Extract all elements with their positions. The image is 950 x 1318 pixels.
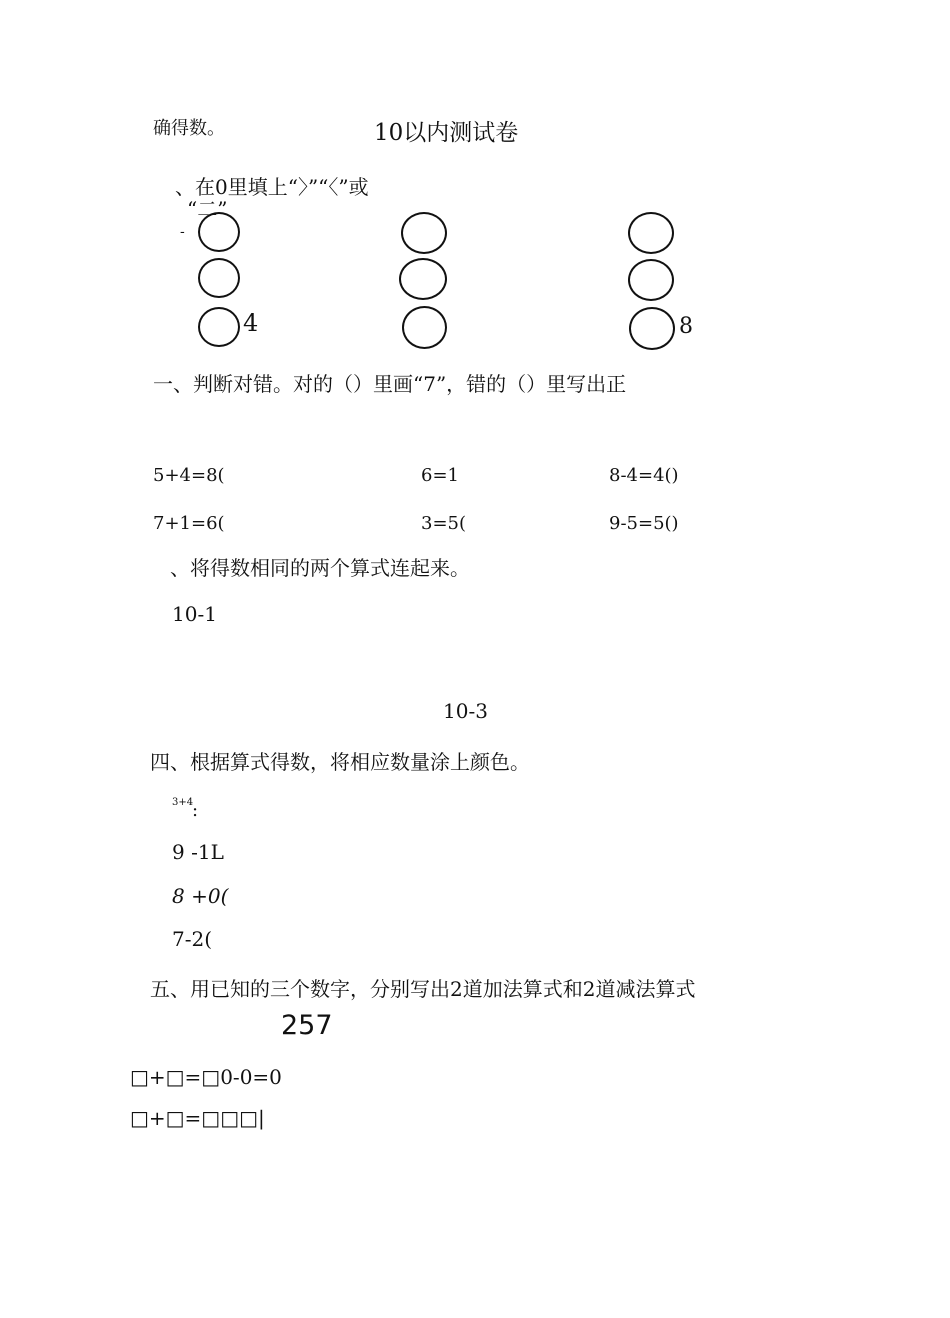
answer-line: □+□=□0-0=0 [130, 1065, 282, 1089]
section5-heading: 五、用已知的三个数字，分别写出2道加法算式和2道减法算式 [150, 977, 696, 1001]
color-item: 9 -1L [172, 840, 224, 864]
compare-circle[interactable] [198, 307, 240, 347]
color-item: 8 +0( [172, 884, 229, 908]
compare-circle[interactable] [628, 259, 674, 301]
compare-circle[interactable] [402, 306, 447, 349]
colon-mark: : [192, 800, 199, 821]
compare-circle[interactable] [629, 307, 675, 350]
compare-circle[interactable] [198, 212, 240, 252]
judge-item: 7+1=6( [153, 513, 225, 534]
section2-heading: 一、判断对错。对的（）里画“7”，错的（）里写出正 [153, 372, 627, 396]
compare-circle[interactable] [401, 212, 447, 254]
judge-item: 5+4=8( [153, 465, 225, 486]
section3-heading: 、将得数相同的两个算式连起来。 [170, 556, 470, 580]
compare-circle[interactable] [198, 258, 240, 298]
compare-circle[interactable] [628, 212, 674, 254]
number-label: 4 [243, 309, 259, 337]
given-numbers: 257 [281, 1010, 333, 1041]
compare-circle[interactable] [399, 258, 447, 300]
expression: 10-3 [443, 699, 488, 723]
answer-line: □+□=□□□| [130, 1106, 265, 1130]
number-label: 8 [679, 314, 693, 339]
section1-heading-cont: “二” [187, 197, 228, 221]
judge-item: 8-4=4() [609, 465, 679, 486]
judge-item: 3=5( [421, 513, 467, 534]
expression: 10-1 [172, 602, 217, 626]
color-item: 7-2( [172, 927, 213, 951]
judge-item: 6=1 [421, 465, 459, 486]
dash-mark: - [180, 224, 185, 240]
page-title: 10以内测试卷 [374, 120, 519, 146]
section4-heading: 四、根据算式得数，将相应数量涂上颜色。 [150, 750, 530, 774]
header-fragment: 确得数。 [153, 118, 225, 139]
judge-item: 9-5=5() [609, 513, 679, 534]
section1-heading: 、在0里填上“〉”“〈”或 [175, 175, 369, 199]
small-expression: 3+4 [172, 797, 194, 808]
